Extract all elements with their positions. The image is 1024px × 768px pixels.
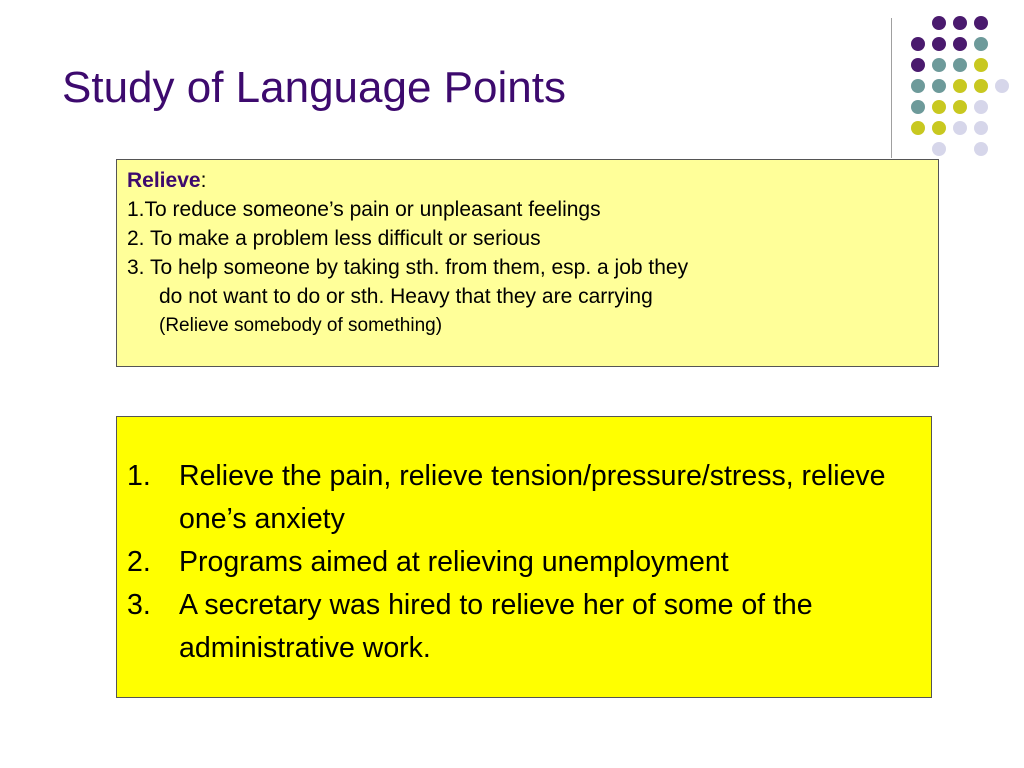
definition-term: Relieve [127,169,201,192]
decorative-dot [911,58,925,72]
decorative-dot [911,37,925,51]
decorative-dot [953,100,967,114]
decorative-dot [932,79,946,93]
definition-line-3: 3. To help someone by taking sth. from them, esp. a job they [127,256,689,279]
decorative-dot [974,16,988,30]
decorative-dot [932,100,946,114]
definition-box [116,159,939,367]
slide-title: Study of Language Points [62,63,566,112]
decorative-dot [953,37,967,51]
decorative-dot [932,37,946,51]
example-text: Relieve the pain, relieve tension/pressure/stress, relieve one’s anxiety [179,460,886,535]
definition-colon: : [200,169,207,192]
decorative-dot [953,121,967,135]
decorative-dot [974,142,988,156]
decorative-dot [974,121,988,135]
definition-usage-note: (Relieve somebody of something) [159,315,443,336]
example-item [127,541,921,584]
decorative-dot [932,142,946,156]
decorative-dot [974,37,988,51]
example-item [127,455,921,541]
example-item [127,584,921,670]
example-number: 2. [127,546,151,578]
decorative-dot [974,100,988,114]
decorative-dot [953,58,967,72]
definition-line-2: 2. To make a problem less difficult or serious [127,227,541,250]
example-text: A secretary was hired to relieve her of some of the administrative work. [179,589,813,664]
decorative-dot [911,121,925,135]
decorative-dot [953,79,967,93]
decorative-dot [911,100,925,114]
decorative-dot [911,79,925,93]
decorative-dot [974,79,988,93]
divider-line [891,18,892,158]
decorative-dot [932,121,946,135]
decorative-dot [974,58,988,72]
example-number: 3. [127,589,151,621]
definition-line-1: 1.To reduce someone’s pain or unpleasant feelings [127,198,601,221]
example-text: Programs aimed at relieving unemployment [179,546,729,578]
decorative-dot [953,16,967,30]
example-number: 1. [127,460,151,492]
definition-line-4: do not want to do or sth. Heavy that they are carrying [159,285,653,308]
decorative-dot [995,79,1009,93]
examples-box [116,416,932,698]
decorative-dot [932,16,946,30]
definition-heading [127,166,928,195]
decorative-dot [932,58,946,72]
